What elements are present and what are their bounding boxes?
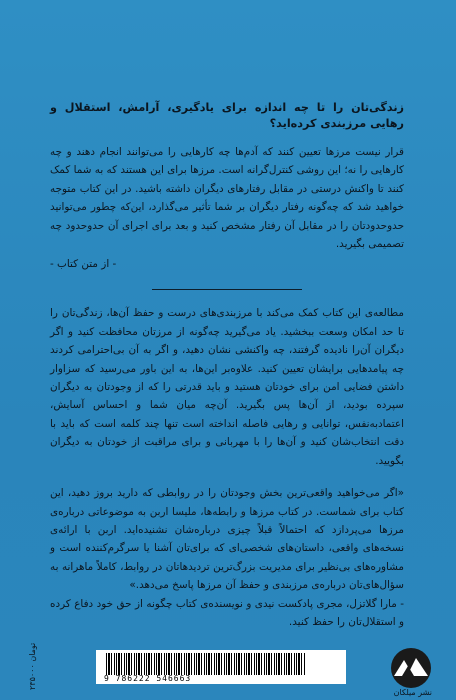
divider [152, 289, 302, 290]
body-paragraph: مطالعه‌ی این کتاب کمک می‌کند با مرزبندی‌های درست و حفظ آن‌ها، زندگی‌تان را تا حد امکان وسعت ببخشید. یاد می‌گیرید چه‌گونه از مرزتان محافظت کنید و اگر دیگران آن‌را نادیده گرفتند، چه واکنشی نشان دهید، و اگر به آن بی‌احترامی کردند چه پیامدهایی برایشان تعیین کنید. علاوه‌بر این‌ها، به این باور می‌رسید که سزاوار داشتن فضایی امن برای خودتان هستید و باید قدرتی را که از وجودتان به دیگران سپرده بودید، از آن‌ها پس بگیرید. آن‌چه میان شما و احساس آسایش، اعتمادبه‌نفس، توانایی و رهایی فاصله انداخته‌ است تنها چند کلمه است که باید با دقت انتخاب‌شان کنید و آن‌ها را با مهربانی و برای مراقبت از خودتان به دیگران بگویید. [50, 307, 404, 467]
quote-author: - مارا گلاتزل، مجری پادکست نیدی و نویسنده‌ی کتاب چگونه از حق خود دفاع کرده و استقلال‌تان را حفظ کنید. [50, 597, 404, 628]
text-column [50, 100, 404, 631]
barcode-digits: 9 786222 546663 [104, 674, 192, 683]
intro-paragraph: قرار نیست مرزها تعیین کنند که آدم‌ها چه کارهایی را می‌توانند انجام دهند و چه کارهایی را نه؛ این روشی کنترل‌گرانه است. مرزها برای این هستند که به شما کمک کنند تا واکنش درستی در مقابل رفتارهای دیگران داشته باشید. در این کتاب متوجه خواهید شد که چه‌گونه رفتار دیگران بر شما تأثیر می‌گذارد، این‌که چطور می‌توانید حدوحدودتان را در مقابل آن رفتار مشخص کنید و بعد برای اجرای آن حدوحدود چه تصمیمی بگیرید. [50, 146, 404, 251]
publisher-name: نشر میلکان [393, 688, 432, 697]
barcode-bars [106, 653, 306, 675]
barcode [96, 650, 346, 684]
publisher-logo-icon [388, 646, 434, 694]
quote-paragraph: «اگر می‌خواهید واقعی‌ترین بخش وجودتان را در روابطی که دارید بروز دهید، این کتاب برای شماست. در کتاب مرزها و رابطه‌ها، ملیسا اربن به موضوعاتی درباره‌ی مرزها می‌پردازد که احتمالاً قبلاً چیزی درباره‌شان نشنیده‌اید. اربن با ارائه‌ی نسخه‌های واقعی، داستان‌های شخصی‌ای که برای‌تان آشنا یا سرگرم‌کننده است و مشاوره‌های بی‌نظیر برای مدیریت بزرگ‌ترین تردیدهاتان در روابط، کاملاً ماهرانه به سؤال‌های‌تان درباره‌ی مرزبندی و حفظ آن مرزها پاسخ می‌دهد.» [50, 487, 404, 592]
intro-source: - از متن کتاب - [50, 258, 117, 271]
price-label: ۲۳۵۰۰۰ تومان [28, 642, 37, 690]
headline: زندگی‌تان را تا چه اندازه برای یادگیری، آرامش، استقلال و رهایی مرزبندی کرده‌اید؟ [50, 101, 404, 130]
